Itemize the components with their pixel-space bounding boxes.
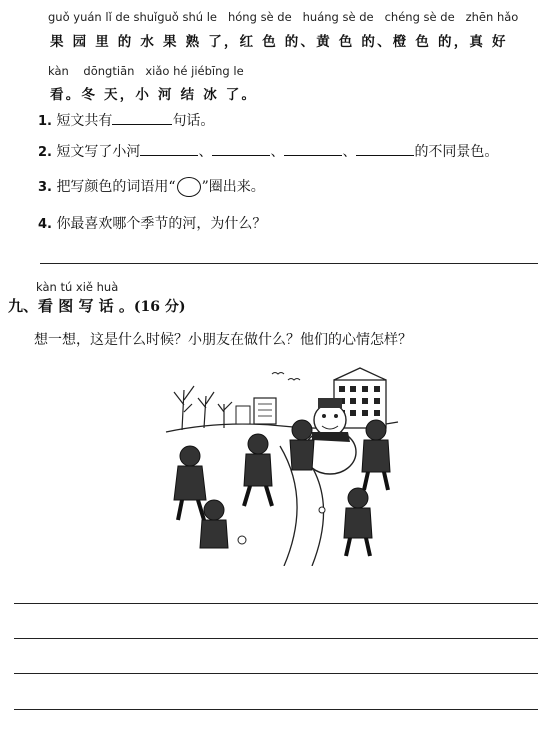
passage-line1-pinyin: guǒ yuán lǐ de shuǐguǒ shú le hóng sè de huáng sè de chéng sè de zhēn hǎo bbox=[48, 10, 519, 24]
child-figure bbox=[200, 500, 228, 548]
snowball bbox=[319, 507, 325, 513]
answer-blank[interactable] bbox=[284, 141, 342, 156]
answer-blank[interactable] bbox=[212, 141, 270, 156]
circle-symbol bbox=[177, 177, 201, 197]
question-1: 1. 短文共有 句话。 bbox=[38, 110, 214, 130]
section9-heading: 九、看 图 写 话 。(16 分) bbox=[8, 297, 186, 315]
passage-line2-text: 看。冬 天，小 河 结 冰 了。 bbox=[50, 87, 258, 103]
answer-blank[interactable] bbox=[356, 141, 414, 156]
winter-snowball-illustration bbox=[162, 360, 402, 566]
answer-blank[interactable] bbox=[112, 110, 172, 125]
writing-line[interactable] bbox=[14, 709, 538, 710]
section9-pinyin: kàn tú xiě huà bbox=[36, 280, 119, 294]
small-building bbox=[254, 398, 276, 424]
writing-line[interactable] bbox=[14, 673, 538, 674]
answer-line[interactable] bbox=[40, 263, 538, 264]
writing-line[interactable] bbox=[14, 638, 538, 639]
question-2: 2. 短文写了小河 、 、 、 的不同景色。 bbox=[38, 141, 498, 161]
writing-line[interactable] bbox=[14, 603, 538, 604]
question-3: 3. 把写颜色的词语用“ ”圈出来。 bbox=[38, 179, 265, 195]
snowball bbox=[238, 536, 246, 544]
passage-line2-pinyin: kàn dōngtiān xiǎo hé jiébīng le bbox=[48, 64, 244, 78]
answer-blank[interactable] bbox=[140, 141, 198, 156]
section9-prompt: 想一想，这是什么时候？小朋友在做什么？他们的心情怎样？ bbox=[34, 332, 412, 348]
small-house bbox=[236, 406, 250, 424]
question-4: 4. 你最喜欢哪个季节的河，为什么？ bbox=[38, 216, 267, 232]
child-figure bbox=[290, 420, 314, 470]
passage-line1-text: 果 园 里 的 水 果 熟 了，红 色 的、黄 色 的、橙 色 的，真 好 bbox=[50, 34, 508, 50]
